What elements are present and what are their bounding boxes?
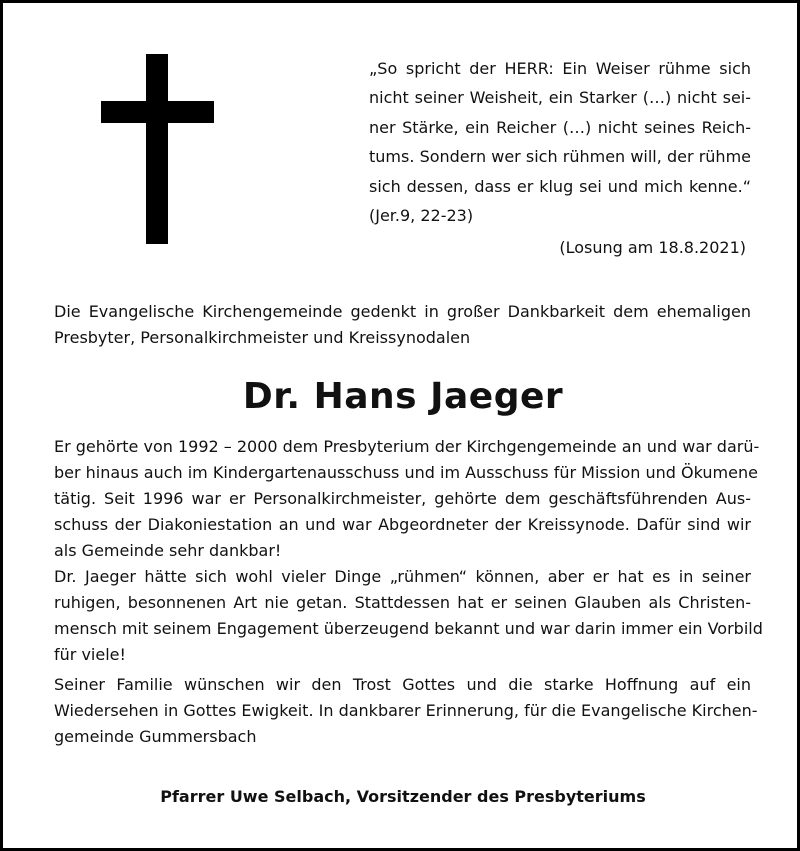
paragraph-line: tätig. Seit 1996 war er Personalkirchmeister, gehörte dem geschäftsführenden Aus- bbox=[54, 489, 751, 508]
paragraph-condolence bbox=[54, 672, 758, 750]
paragraph-line: Seiner Familie wünschen wir den Trost Gottes und die starke Hoffnung auf ein bbox=[54, 675, 751, 694]
paragraph-line: mensch mit seinem Engagement überzeugend bekannt und war darin immer ein Vorbild bbox=[54, 619, 763, 638]
paragraph-line: gemeinde Gummersbach bbox=[54, 727, 257, 746]
paragraph-line: ruhigen, besonnenen Art nie getan. Stattdessen hat er seinen Glauben als Christen- bbox=[54, 593, 751, 612]
paragraph-service bbox=[54, 434, 760, 564]
paragraph-line: für viele! bbox=[54, 645, 126, 664]
quote-line: ner Stärke, ein Reicher (…) nicht seines Reich- bbox=[369, 117, 751, 137]
cross-vertical-bar bbox=[146, 54, 168, 244]
paragraph-character bbox=[54, 564, 763, 668]
losung-date: (Losung am 18.8.2021) bbox=[559, 238, 746, 257]
paragraph-line: als Gemeinde sehr dankbar! bbox=[54, 541, 282, 560]
paragraph-line: Wiedersehen in Gottes Ewigkeit. In dankbarer Erinnerung, für die Evangelische Kirchen- bbox=[54, 701, 758, 720]
intro-text bbox=[54, 299, 751, 351]
quote-line: sich dessen, dass er klug sei und mich kenne.“ bbox=[369, 176, 751, 196]
paragraph-line: Dr. Jaeger hätte sich wohl vieler Dinge „rühmen“ können, aber er hat es in seiner bbox=[54, 567, 751, 586]
cross-horizontal-bar bbox=[101, 101, 214, 123]
deceased-name: Dr. Hans Jaeger bbox=[242, 376, 564, 417]
quote-line: „So spricht der HERR: Ein Weiser rühme sich bbox=[369, 59, 751, 78]
paragraph-line: schuss der Diakoniestation an und war Abgeordneter der Kreissynode. Dafür sind wir bbox=[54, 515, 751, 534]
intro-line: Presbyter, Personalkirchmeister und Kreissynodalen bbox=[54, 328, 471, 347]
bible-quote bbox=[369, 54, 751, 230]
paragraph-line: ber hinaus auch im Kindergartenausschuss und im Ausschuss für Mission und Ökumene bbox=[54, 463, 758, 482]
intro-line: Die Evangelische Kirchengemeinde gedenkt in großer Dankbarkeit dem ehemaligen bbox=[54, 302, 751, 321]
quote-line: tums. Sondern wer sich rühmen will, der rühme bbox=[369, 147, 751, 167]
quote-reference: (Jer.9, 22-23) bbox=[369, 206, 474, 226]
paragraph-line: Er gehörte von 1992 – 2000 dem Presbyterium der Kirchgengemeinde an und war darü- bbox=[54, 437, 760, 456]
signature: Pfarrer Uwe Selbach, Vorsitzender des Presbyteriums bbox=[160, 787, 646, 806]
quote-line: nicht seiner Weisheit, ein Starker (…) nicht sei- bbox=[369, 88, 751, 108]
